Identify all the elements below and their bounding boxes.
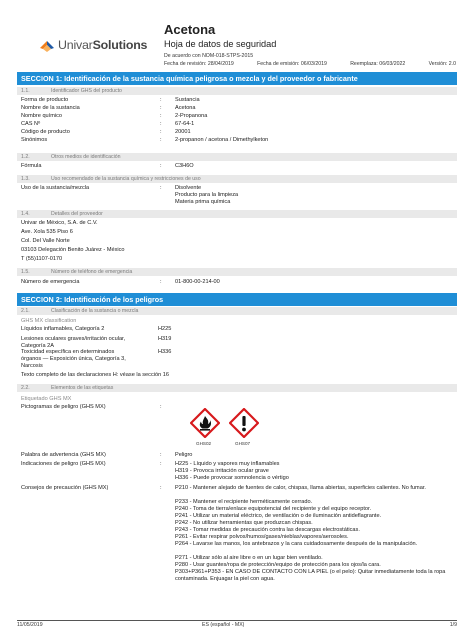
- hazard-code: H319: [158, 336, 172, 342]
- footer-language: ES (español - MX): [202, 622, 245, 628]
- supplier-line: Ave. Xola 535 Piso 6: [21, 229, 73, 235]
- footer-date: 11/05/2019: [17, 622, 43, 628]
- page-footer: [17, 620, 457, 628]
- supplier-line: Col. Del Valle Norte: [21, 238, 70, 244]
- version: Versión: 2.0: [428, 61, 456, 67]
- supplier-line: T (55)1107-0170: [21, 256, 63, 262]
- subsection-2-1: 2.1. Clasificación de la sustancia o mezcla: [17, 307, 457, 315]
- flame-icon: [190, 408, 220, 438]
- exclamation-icon: [229, 408, 259, 438]
- hazard-class-label: Toxicidad específica en determinados órganos — Exposición única, Categoría 3, Narcosis: [21, 349, 126, 370]
- document-header: [0, 0, 474, 70]
- footer-page: 1/9: [449, 622, 457, 628]
- subsection-1-1: 1.1. Identificador GHS del producto: [17, 87, 457, 95]
- issue-date: Fecha de emisión: 06/03/2019: [257, 61, 327, 67]
- pictogram-code: GHS07: [235, 441, 251, 446]
- document-title: Hoja de datos de seguridad: [164, 39, 277, 49]
- univar-logo-icon: [38, 36, 56, 54]
- ghs-classification-heading: GHS MX classification: [21, 318, 77, 324]
- revision-date: Fecha de revisión: 28/04/2019: [164, 61, 234, 67]
- section-2-title: SECCION 2: Identificación de los peligros: [17, 293, 457, 306]
- supplier-line: Univar de México, S.A. de C.V.: [21, 220, 98, 226]
- subsection-1-3: 1.3. Uso recomendado de la sustancia química y restricciones de uso: [17, 175, 457, 183]
- hazard-class-label: Líquidos inflamables, Categoría 2: [21, 326, 105, 332]
- replaces-date: Reemplaza: 06/03/2022: [350, 61, 406, 67]
- hazard-class-label: Lesiones oculares graves/irritación ocular, Categoría 2A: [21, 336, 126, 350]
- hazard-code: H336: [158, 349, 172, 355]
- subsection-1-2: 1.2. Otros medios de identificación: [17, 153, 457, 161]
- supplier-line: 03103 Delegación Benito Juárez - México: [21, 247, 125, 253]
- hazard-code: H225: [158, 326, 172, 332]
- product-title: Acetona: [164, 22, 216, 37]
- subsection-1-4: 1.4. Detalles del proveedor: [17, 210, 457, 218]
- subsection-2-2: 2.2. Elementos de las etiquetas: [17, 384, 457, 392]
- section-1-title: SECCION 1: Identificación de la sustancia química peligrosa o mezcla y del proveedor o fabricante: [17, 72, 457, 85]
- subsection-1-5: 1.5. Número de teléfono de emergencia: [17, 268, 457, 276]
- brand-name: UnivarSolutions: [58, 38, 148, 52]
- pictogram-code: GHS02: [196, 441, 212, 446]
- header-dates: [164, 61, 456, 68]
- norm-reference: De acuerdo con NOM-018-STPS-2015: [164, 53, 254, 59]
- full-text-note: Texto completo de las declaraciones H: véase la sección 16: [21, 372, 170, 378]
- ghs-label-heading: Etiquetado GHS MX: [21, 396, 72, 402]
